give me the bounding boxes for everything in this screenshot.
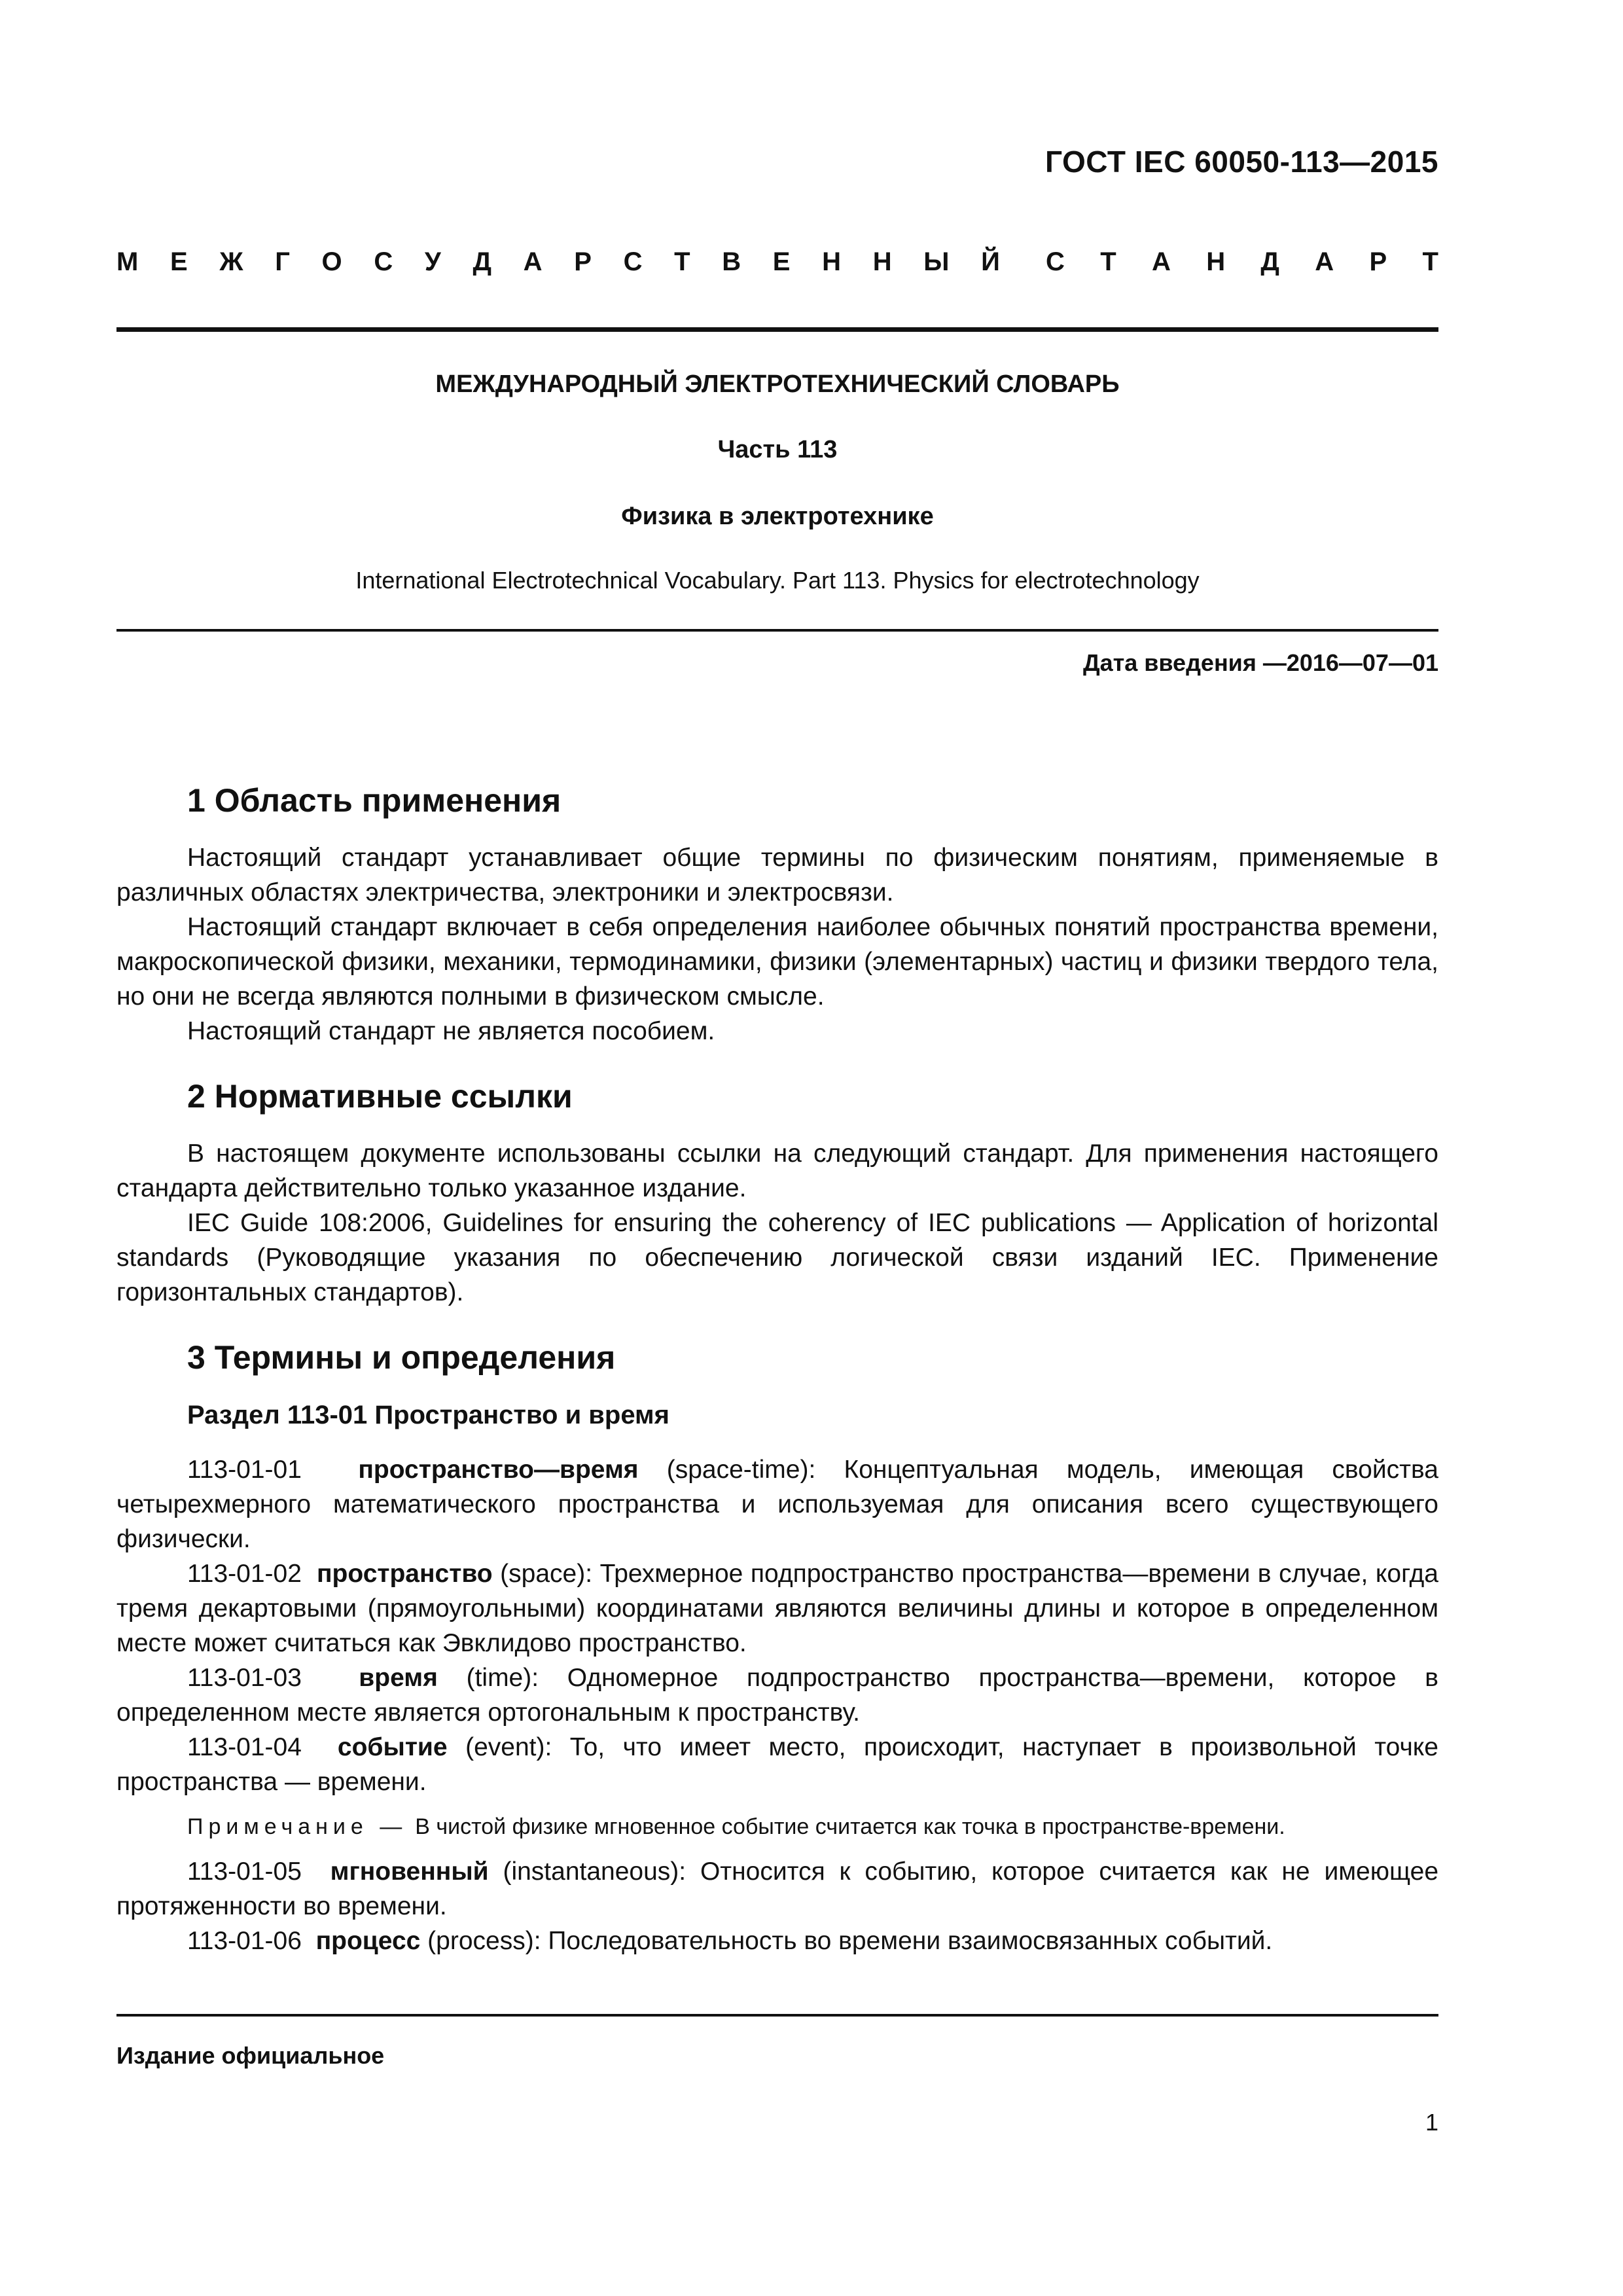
- term-entry: [116, 1854, 1438, 1924]
- section-2-heading: 2 Нормативные ссылки: [187, 1078, 573, 1115]
- term-number: 113-01-01: [187, 1456, 302, 1484]
- spaced-letter: Н: [822, 247, 842, 276]
- note-text: В чистой физике мгновенное событие считается как точка в пространстве-времени.: [415, 1814, 1285, 1839]
- word-gap: [1000, 247, 1046, 287]
- term-number: 113-01-02: [187, 1560, 302, 1588]
- section-2-paragraph: IEC Guide 108:2006, Guidelines for ensuring the coherency of IEC publications — Application of horizontal standards (Руководящие указания по обеспечению логической связи изданий IEC. Применение горизонтальных стандартов).: [116, 1209, 1438, 1306]
- top-divider: [116, 327, 1438, 332]
- term-name: мгновенный: [330, 1857, 489, 1886]
- term-entry: [116, 1660, 1438, 1730]
- spaced-letter: Т: [1422, 247, 1438, 276]
- document-page: [116, 0, 1438, 2296]
- spaced-letter: А: [523, 247, 543, 276]
- spaced-letter: О: [321, 247, 342, 276]
- term-name: событие: [337, 1733, 448, 1761]
- term-name: процесс: [315, 1927, 421, 1955]
- term-number: 113-01-05: [187, 1857, 302, 1886]
- page-number: 1: [1425, 2109, 1438, 2136]
- term-definition: (time): Одномерное подпространство пространства—времени, которое в определенном месте является ортогональным к пространству.: [116, 1664, 1438, 1727]
- standard-type-word-2: [1046, 247, 1438, 287]
- spaced-letter: Д: [1260, 247, 1279, 276]
- document-subtitle: Физика в электротехнике: [621, 503, 934, 530]
- term-entry: [116, 1924, 1438, 1958]
- term-number: 113-01-03: [187, 1664, 302, 1692]
- spaced-letter: Д: [473, 247, 491, 276]
- spaced-letter: Р: [1369, 247, 1387, 276]
- document-body: [116, 779, 1438, 1958]
- spaced-letter: Й: [981, 247, 1000, 276]
- standard-type-line: [116, 247, 1438, 287]
- spaced-letter: Ы: [923, 247, 950, 276]
- spaced-letter: А: [1315, 247, 1334, 276]
- term-number: 113-01-04: [187, 1733, 302, 1761]
- document-code: ГОСТ IEC 60050-113—2015: [1045, 145, 1438, 179]
- term-definition: (instantaneous): Относится к событию, которое считается как не имеющее протяженности во времени.: [116, 1857, 1439, 1920]
- spaced-letter: А: [1151, 247, 1171, 276]
- term-entry: [116, 1556, 1438, 1660]
- term-definition: (event): То, что имеет место, происходит, наступает в произвольной точке пространства — времени.: [116, 1733, 1438, 1796]
- spaced-letter: Т: [674, 247, 690, 276]
- term-definition: (process): Последовательность во времени взаимосвязанных событий.: [420, 1927, 1273, 1955]
- introduction-date: Дата введения —2016—07—01: [1082, 649, 1438, 676]
- spaced-letter: С: [1046, 247, 1065, 276]
- footer-divider: [116, 2014, 1438, 2017]
- spaced-letter: М: [116, 247, 139, 276]
- spaced-letter: Р: [574, 247, 592, 276]
- note-label: Примечание —: [187, 1814, 408, 1839]
- term-name: пространство: [317, 1560, 493, 1588]
- term-entry: [116, 1452, 1438, 1556]
- term-definition: (space-time): Концептуальная модель, имеющая свойства четырехмерного математического пространства и используемая для описания всего существующего физически.: [116, 1456, 1438, 1553]
- document-part: Часть 113: [717, 436, 838, 463]
- section-1-paragraph: Настоящий стандарт включает в себя определения наиболее обычных понятий пространства времени, макроскопической физики, механики, термодинамики, физики (элементарных) частиц и физики твердого тела, но они не всегда являются полными в физическом смысле.: [116, 913, 1438, 1011]
- spaced-letter: В: [722, 247, 741, 276]
- document-title: МЕЖДУНАРОДНЫЙ ЭЛЕКТРОТЕХНИЧЕСКИЙ СЛОВАРЬ: [435, 370, 1120, 398]
- section-1-paragraph: Настоящий стандарт устанавливает общие термины по физическим понятиям, применяемые в различных областях электричества, электроники и электросвязи.: [116, 844, 1438, 906]
- spaced-letter: С: [374, 247, 393, 276]
- spaced-letter: Н: [1206, 247, 1226, 276]
- section-1-paragraph: Настоящий стандарт не является пособием.: [187, 1017, 715, 1045]
- section-3-heading: 3 Термины и определения: [187, 1339, 616, 1376]
- term-number: 113-01-06: [187, 1927, 302, 1955]
- term-entry: [116, 1730, 1438, 1799]
- spaced-letter: Е: [170, 247, 188, 276]
- spaced-letter: С: [623, 247, 643, 276]
- standard-type-word-1: [116, 247, 1000, 287]
- spaced-letter: Ж: [219, 247, 243, 276]
- title-divider: [116, 629, 1438, 632]
- spaced-letter: У: [424, 247, 441, 276]
- term-definition: (space): Трехмерное подпространство пространства—времени в случае, когда тремя декартовыми (прямоугольными) координатами являются величины длины и которое в определенном месте может считаться как Эвклидово пространство.: [116, 1560, 1439, 1657]
- spaced-letter: Т: [1100, 247, 1116, 276]
- section-2-paragraph: В настоящем документе использованы ссылки на следующий стандарт. Для применения настоящего стандарта действительно только указанное издание.: [116, 1139, 1438, 1202]
- spacer: [116, 1049, 1438, 1075]
- subsection-heading: Раздел 113-01 Пространство и время: [187, 1401, 669, 1429]
- section-1-heading: 1 Область применения: [187, 782, 562, 819]
- spaced-letter: Е: [772, 247, 791, 276]
- spaced-letter: Г: [275, 247, 290, 276]
- spacer: [116, 1310, 1438, 1336]
- english-title: International Electrotechnical Vocabulary. Part 113. Physics for electrotechnology: [355, 567, 1200, 594]
- note: [187, 1811, 1438, 1842]
- spaced-letter: Н: [872, 247, 892, 276]
- official-edition-label: Издание официальное: [116, 2042, 385, 2069]
- term-name: время: [359, 1664, 438, 1692]
- term-name: пространство—время: [358, 1456, 639, 1484]
